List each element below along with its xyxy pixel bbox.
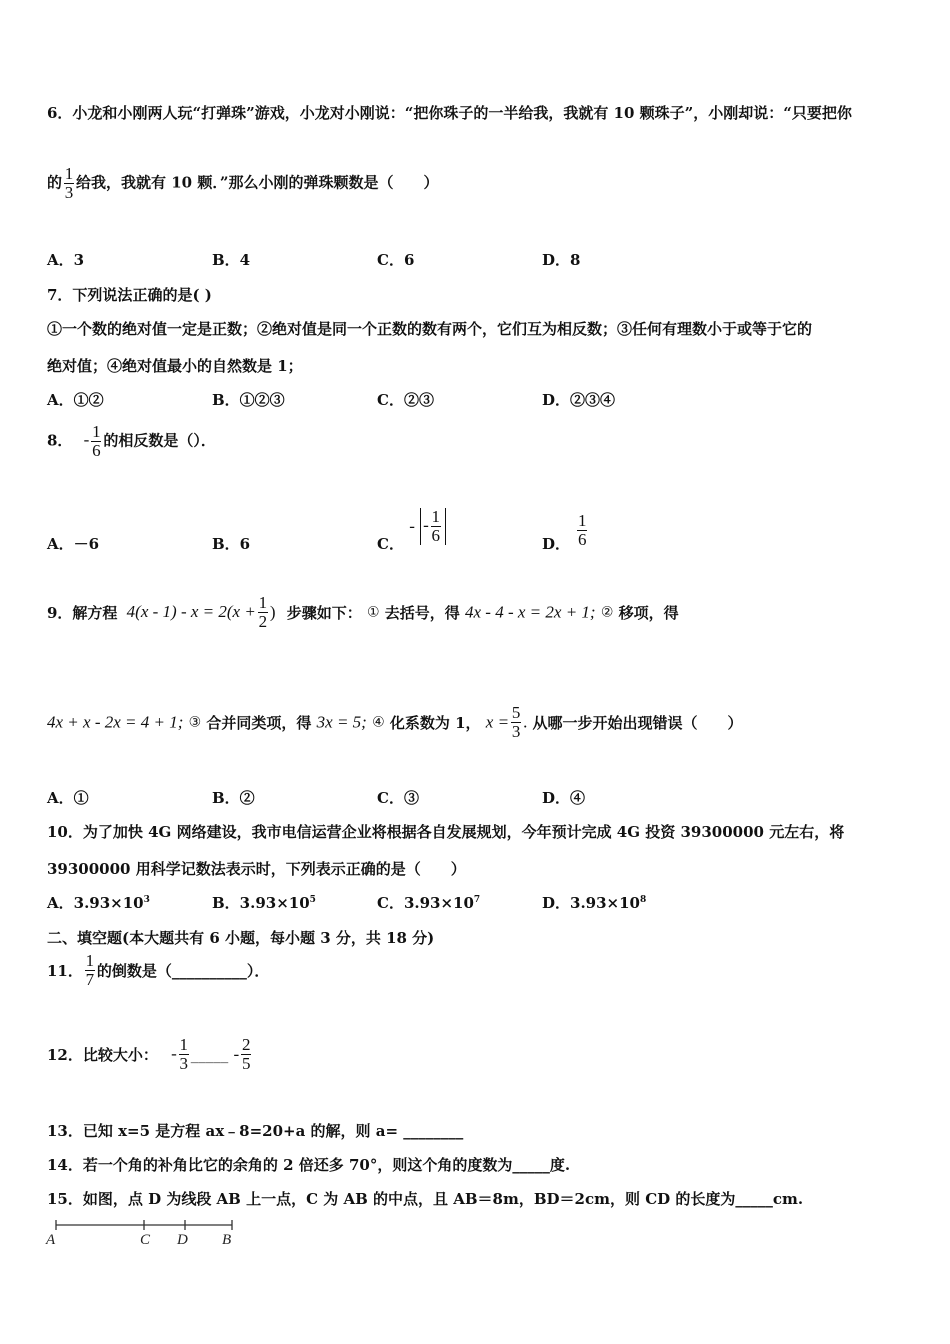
q10-option-b[interactable]: B．$3.93\times 10^5$ — [212, 894, 316, 912]
q10-option-a[interactable]: A．$3.93\times 10^3$ — [47, 894, 150, 912]
q6-option-a[interactable]: A．3 — [47, 251, 85, 269]
q7-option-d[interactable]: D．②③④ — [542, 391, 616, 409]
q7-line2: 绝对值；④绝对值最小的自然数是 1； — [47, 357, 303, 375]
q6-line2: 的 $\frac{1}{3}$ 给我，我就有 10 颗．”那么小刚的弹珠颗数是（ ） — [47, 164, 439, 202]
point-label-c: C — [140, 1232, 151, 1246]
q8-stem: 8． - $\frac{1}{6}$ 的相反数是（）． — [47, 422, 216, 460]
q15: 15．如图，点 D 为线段 AB 上一点，C 为 AB 的中点，且 AB＝8m，BD＝2cm，则 CD 的长度为_____cm. — [47, 1190, 804, 1208]
q10-line1: 10．为了加快 4G 网络建设，我市电信运营企业将根据各自发展规划，今年预计完成 4G 投资 39300000 元左右，将 — [47, 823, 845, 841]
q9-line1: 9．解方程 4(x - 1) - x = 2(x + $\frac{1}{2}$ ) 步骤如下： ① 去括号，得 4x - 4 - x = 2x + 1; ② 移项，得 — [47, 593, 679, 631]
q9-option-d[interactable]: D．④ — [542, 789, 586, 807]
q8-option-d[interactable]: D． $\frac{1}{6}$ — [542, 511, 587, 553]
q10-line2: 39300000 用科学记数法表示时，下列表示正确的是（ ） — [47, 860, 466, 878]
q7-option-a[interactable]: A．①② — [47, 391, 104, 409]
absolute-value: - $\frac{1}{6}$ — [420, 508, 446, 545]
q9-option-b[interactable]: B．② — [212, 789, 255, 807]
fraction: $\frac{1}{3}$ — [64, 164, 74, 202]
q7-option-b[interactable]: B．①②③ — [212, 391, 285, 409]
point-label-b: B — [222, 1232, 232, 1246]
q8-option-a[interactable]: A．－6 — [47, 535, 100, 553]
q6-option-c[interactable]: C．6 — [377, 251, 415, 269]
q7-line1: ①一个数的绝对值一定是正数；②绝对值是同一个正数的数有两个，它们互为相反数；③任何有理数小于或等于它的 — [47, 320, 813, 338]
q9-option-a[interactable]: A．① — [47, 789, 89, 807]
line-segment-figure — [44, 1216, 244, 1246]
section-2-heading: 二、填空题(本大题共有 6 小题，每小题 3 分，共 18 分) — [47, 929, 435, 947]
q8-option-b[interactable]: B．6 — [212, 535, 251, 553]
q9-option-c[interactable]: C．③ — [377, 789, 419, 807]
fraction: $\frac{1}{6}$ — [92, 422, 101, 460]
q10-option-d[interactable]: D．$3.93\times 10^8$ — [542, 894, 647, 912]
q14: 14．若一个角的补角比它的余角的 2 倍还多 70°，则这个角的度数为_____度. — [47, 1156, 571, 1174]
q7-title: 7．下列说法正确的是( ) — [47, 286, 212, 304]
q11: 11． $\frac{1}{7}$ 的倒数是（__________）． — [47, 951, 270, 989]
q6-line1: 6．小龙和小刚两人玩“打弹珠”游戏，小龙对小刚说：“把你珠子的一半给我，我就有 10 颗珠子”，小刚却说：“只要把你 — [47, 104, 852, 122]
q8-option-c[interactable]: C． - - $\frac{1}{6}$ — [377, 508, 446, 554]
q10-option-c[interactable]: C．$3.93\times 10^7$ — [377, 894, 481, 912]
q13: 13．已知 x=5 是方程 ax﹣8=20+a 的解，则 a= ________ — [47, 1122, 464, 1140]
point-label-a: A — [46, 1232, 56, 1246]
q7-option-c[interactable]: C．②③ — [377, 391, 434, 409]
q9-line2: 4x + x - 2x = 4 + 1; ③ 合并同类项，得 3x = 5; ④ 化系数为 1， x = $\frac{5}{3}$ . 从哪一步开始出现错误（ ） — [47, 703, 743, 741]
point-label-d: D — [177, 1232, 188, 1246]
q12: 12．比较大小： - $\frac{1}{3}$ _____ - $\frac{2}{5}$ — [47, 1035, 251, 1073]
q6-option-b[interactable]: B．4 — [212, 251, 251, 269]
q6-option-d[interactable]: D．8 — [542, 251, 581, 269]
